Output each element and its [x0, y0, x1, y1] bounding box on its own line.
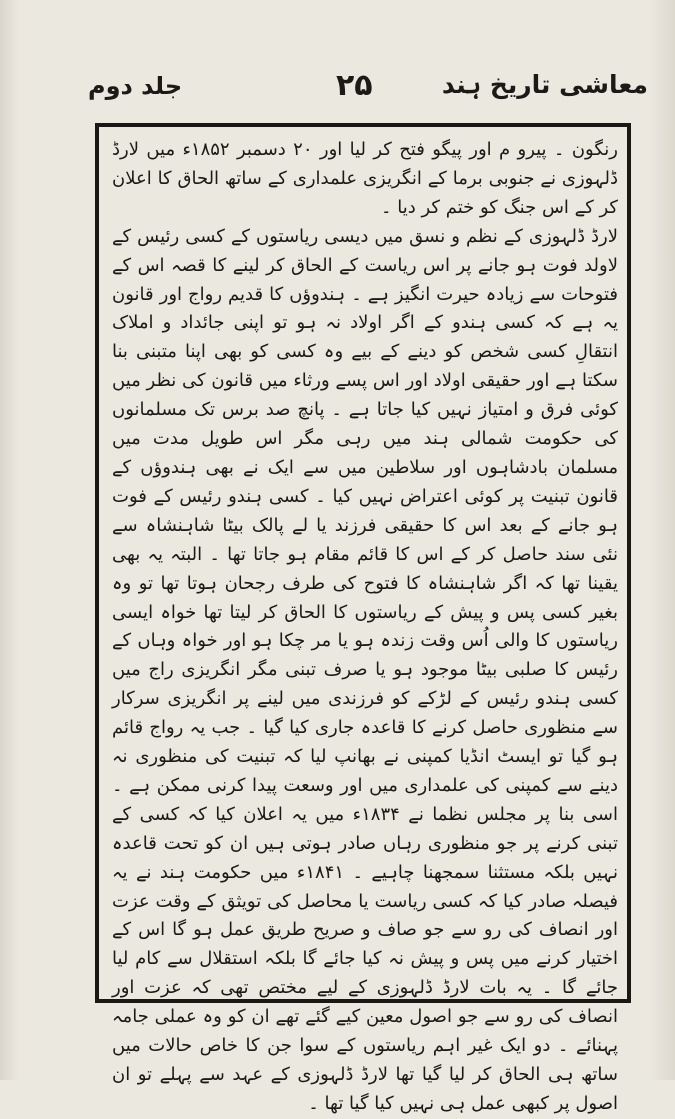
volume-label: جلد دوم — [88, 72, 183, 100]
body-text — [112, 136, 618, 1119]
text-frame — [95, 123, 631, 1114]
page-number: ۲۵ — [336, 68, 373, 103]
paragraph: لارڈ ڈلہوزی کے نظم و نسق میں دیسی ریاستوں کے کسی رئیس کے لاولد فوت ہو جانے پر اس ریاست کے الحاق کر لینے کا قصہ اس کے فتوحات سے زیادہ حیرت انگیز ہے ۔ ہندوؤں کا قدیم رواج اور قانون یہ ہے کہ کسی ہندو کے اگر اولاد نہ ہو تو اپنی جائداد و املاک انتقالِ کسی شخص کو دینے کے بیے وہ کسی کو بھی اپنا متبنی بنا سکتا ہے اور حقیقی اولاد اور اس پسے ورثاء میں قانون کی نظر میں کوئی فرق و امتیاز نہیں کیا جاتا ہے ۔ پانچ صد برس تک مسلمانوں کی حکومت شمالی ہند میں رہی مگر اس طویل مدت میں مسلمان بادشاہوں اور سلاطین میں سے ایک نے بھی ہندوؤں کے قانون تبنیت پر کوئی اعتراض نہیں کیا ۔ کسی ہندو رئیس کے فوت ہو جانے کے بعد اس کا حقیقی فرزند یا لے پالک بیٹا شاہنشاہ سے نئی سند حاصل کر کے اس کا قائم مقام ہو جاتا تھا ۔ البتہ یہ بھی یقینا تھا کہ اگر شاہنشاہ کا فتوح کی طرف رجحان ہوتا تھا تو وہ بغیر کسی پس و پیش کے ریاستوں کا الحاق کر لیتا تھا خواہ ایسی ریاستوں کا والی اُس وقت زندہ ہو یا مر چکا ہو اور خواہ وہاں کے رئیس کا صلبی بیٹا موجود ہو یا صرف تبنی مگر انگریزی راج میں کسی ہندو رئیس کے لڑکے کو فرزندی میں لینے پر انگریزی سرکار سے منظوری حاصل کرنے کا قاعدہ جاری کیا گیا ۔ جب یہ رواج قائم ہو گیا تو ایسٹ انڈیا کمپنی نے بھانپ لیا کہ تبنیت کی منظوری نہ دینے سے کمپنی کی علمداری میں اور وسعت پیدا کرنی ممکن ہے ۔ اسی بنا پر مجلس نظما نے ۱۸۳۴ء میں یہ اعلان کیا کہ کسی کے تبنی کرنے پر جو منظوری رہاں صادر ہوتی ہیں ان کو تحت قاعدہ نہیں بلکہ مستثنا سمجھنا چاہیے ۔ ۱۸۴۱ء میں حکومت ہند نے یہ فیصلہ صادر کیا کہ کسی ریاست یا محاصل کی تویثق کے وقت عزت اور انصاف کی رو سے جو صاف و صریح طریق عمل ہو گا اس کے اختیار کرنے میں پس و پیش نہ کیا جائے گا بلکہ استقلال سے کام لیا جائے گا ۔ یہ بات لارڈ ڈلہوزی کے لیے مختص تھی کہ عزت اور انصاف کی رو سے جو اصول معین کیے گئے تھے ان کو وہ عملی جامہ پہنائے ۔ دو ایک غیر اہم ریاستوں کے سوا جن کا خاص حالات میں ساتھ ہی الحاق کر لیا گیا تھا لارڈ ڈلہوزی کے عہد سے پہلے تو ان اصول پر کبھی عمل ہی نہیں کیا گیا تھا ۔ — [112, 225, 618, 1114]
running-title: معاشی تاریخ ہند — [441, 70, 648, 99]
page-header — [88, 68, 648, 112]
paragraph: رنگون ۔ پیرو م اور پیگو فتح کر لیا اور ۲۰ دسمبر ۱۸۵۲ء میں لارڈ ڈلہوزی نے جنوبی برما کے انگریزی علمداری کے ساتھ الحاق کا اعلان کر کے اس جنگ کو ختم کر دیا ۔ — [112, 139, 618, 218]
